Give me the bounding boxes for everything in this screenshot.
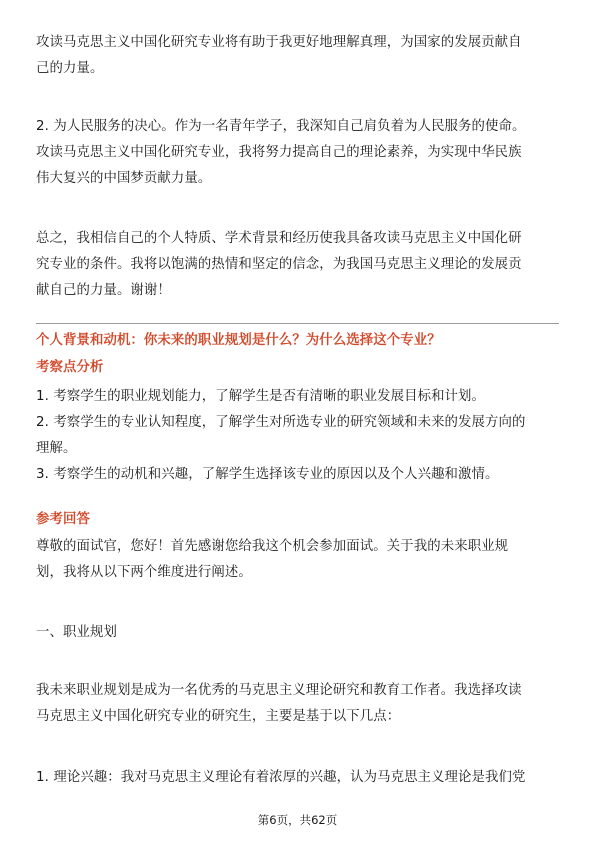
text-line: 攻读马克思主义中国化研究专业，我将努力提高自己的理论素养，为实现中华民族 [36,145,522,160]
intro-paragraph-1 [36,30,559,82]
analysis-heading-text: 考察点分析 [36,360,104,375]
list-item: 2. 考察学生的专业认知程度，了解学生对所选专业的研究领域和未来的发展方向的 [36,415,526,430]
question-title-text: 个人背景和动机：你未来的职业规划是什么？为什么选择这个专业？ [36,333,441,348]
intro-paragraph-3 [36,226,559,304]
text-line: 1. 理论兴趣：我对马克思主义理论有着浓厚的兴趣，认为马克思主义理论是我们党 [36,770,526,785]
section-divider [36,323,559,324]
answer-paragraph-1 [36,534,559,586]
page-number: 第6页，共62页 [257,813,338,827]
text-line: 攻读马克思主义中国化研究专业将有助于我更好地理解真理，为国家的发展贡献自 [36,35,522,50]
section-heading-career [36,620,559,646]
text-line: 伟大复兴的中国梦贡献力量。 [36,171,212,186]
text-line: 尊敬的面试官，您好！首先感谢您给我这个机会参加面试。关于我的未来职业规 [36,539,509,554]
text-line: 我未来职业规划是成为一名优秀的马克思主义理论研究和教育工作者。我选择攻读 [36,683,522,698]
text-line: 总之，我相信自己的个人特质、学术背景和经历使我具备攻读马克思主义中国化研 [36,231,522,246]
list-item: 理解。 [36,441,77,456]
text-line: 献自己的力量。谢谢！ [36,283,171,298]
analysis-heading [36,355,559,381]
text-line: 己的力量。 [36,61,104,76]
text-line: 究专业的条件。我将以饱满的热情和坚定的信念，为我国马克思主义理论的发展贡 [36,257,522,272]
list-item: 1. 考察学生的职业规划能力，了解学生是否有清晰的职业发展目标和计划。 [36,389,486,404]
document-page [36,0,559,842]
answer-heading [36,507,559,533]
section-heading-text: 一、职业规划 [36,625,117,640]
intro-paragraph-2 [36,114,559,192]
question-title [36,328,559,354]
text-line: 2. 为人民服务的决心。作为一名青年学子，我深知自己肩负着为人民服务的使命。 [36,119,526,134]
answer-heading-text: 参考回答 [36,512,90,527]
text-line: 划，我将从以下两个维度进行阐述。 [36,565,252,580]
list-item: 3. 考察学生的动机和兴趣，了解学生选择该专业的原因以及个人兴趣和激情。 [36,467,499,482]
answer-paragraph-3 [36,765,559,791]
analysis-list [36,384,559,488]
answer-paragraph-2 [36,678,559,730]
text-line: 马克思主义中国化研究专业的研究生，主要是基于以下几点： [36,709,401,724]
